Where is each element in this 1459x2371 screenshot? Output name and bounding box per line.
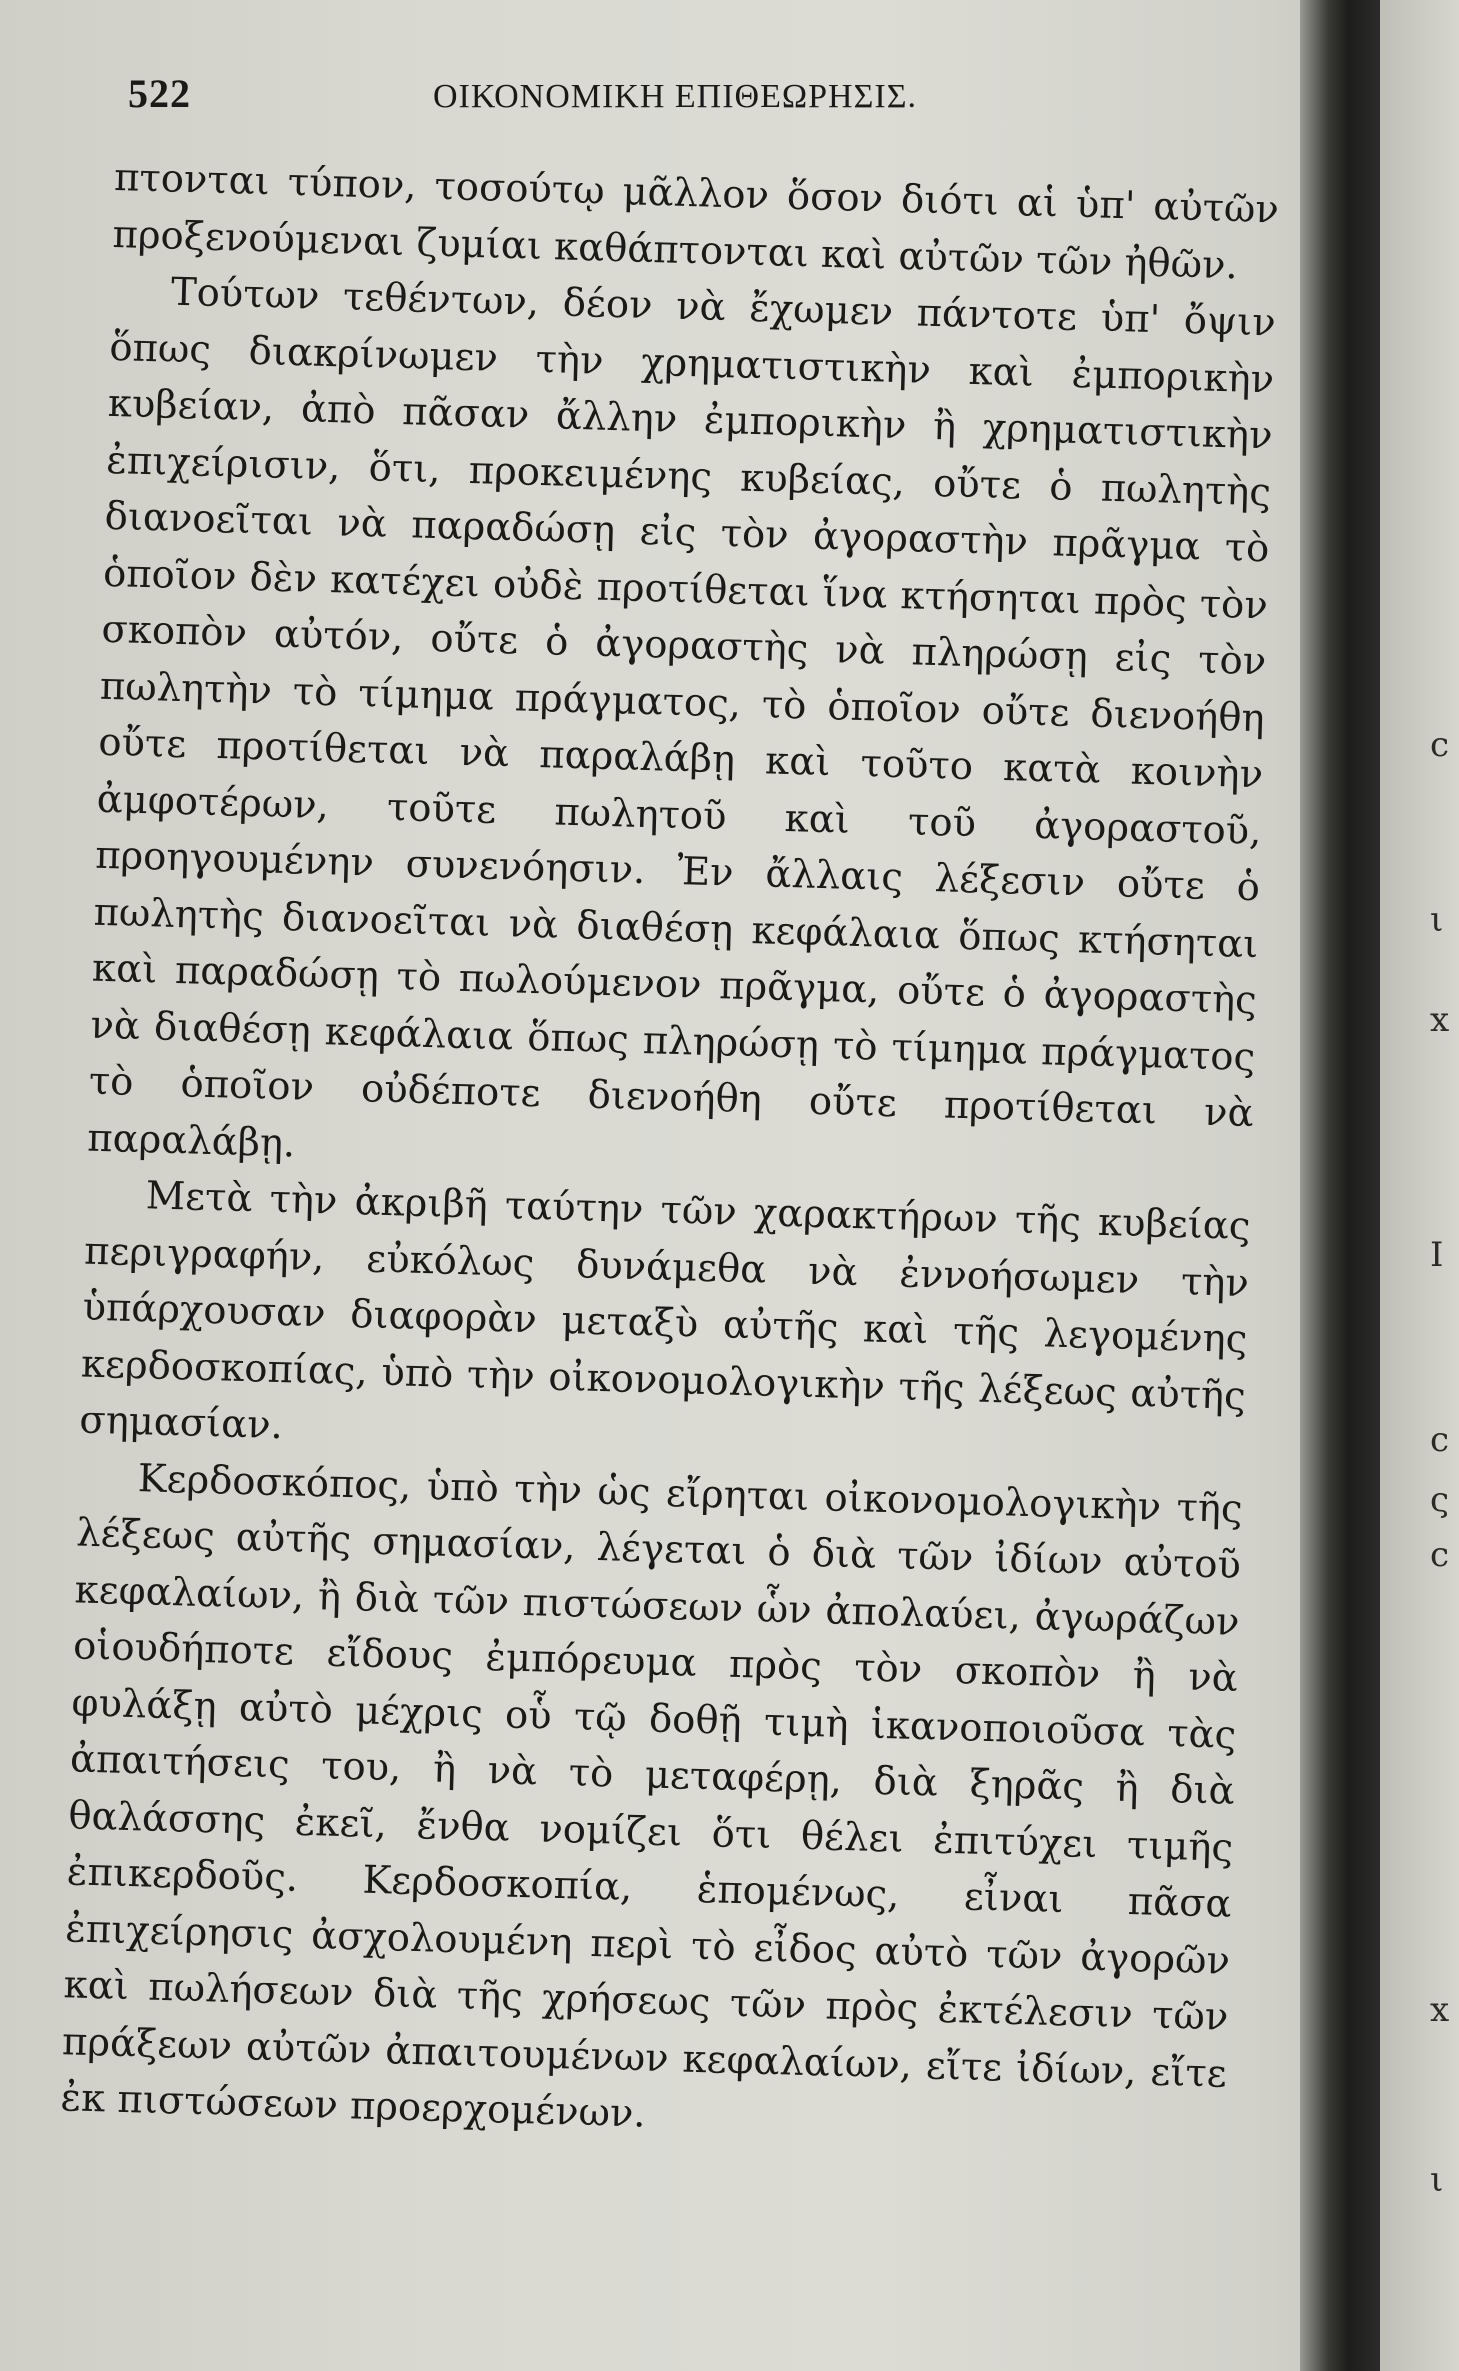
edge-glyph: Ι	[1430, 1235, 1444, 1275]
running-title: ΟΙΚΟΝΟΜΙΚΗ ΕΠΙΘΕΩΡΗΣΙΣ.	[433, 78, 918, 115]
paragraph: Μετὰ τὴν ἀκριβῆ ταύτην τῶν χαρακτήρων τῆς κυβείας περιγραφήν, εὐκόλως δυνάμεθα νὰ ἐννοήσωμεν τὴν ὑπάρχουσαν διαφορὰν μεταξὺ αὐτῆς καὶ τῆς λεγομένης κερδοσκοπίας, ὑπὸ τὴν οἰκονομολογικὴν τῆς λέξεως αὐτῆς σημασίαν.	[78, 1173, 1252, 1449]
edge-glyph: c	[1430, 1535, 1450, 1575]
edge-glyph: c	[1430, 1420, 1450, 1460]
paragraph: Τούτων τεθέντων, δέον νὰ ἔχωμεν πάντοτε ὑπ' ὄψιν ὅπως διακρίνωμεν τὴν χρηματιστικὴν καὶ ἐμπορικὴν κυβείαν, ἀπὸ πᾶσαν ἄλλην ἐμπορικὴν ἢ χρηματιστικὴν ἐπιχείρισιν, ὅτι, προκειμένης κυβείας, οὔτε ὁ πωλητὴς διανοεῖται νὰ παραδώσῃ εἰς τὸν ἀγοραστὴν πρᾶγμα τὸ ὁποῖον δὲν κατέχει οὐδὲ προτίθεται ἵνα κτήσηται πρὸς τὸν σκοπὸν αὐτόν, οὔτε ὁ ἀγοραστὴς νὰ πληρώσῃ εἰς τὸν πωλητὴν τὸ τίμημα πράγματος, τὸ ὁποῖον οὔτε διενοήθη οὔτε προτίθεται νὰ παραλάβῃ καὶ τοῦτο κατὰ κοινὴν ἀμφοτέρων, τοῦτε πωλητοῦ καὶ τοῦ ἀγοραστοῦ, προηγουμένην συνενόησιν. Ἐν ἄλλαις λέξεσιν οὔτε ὁ πωλητὴς διανοεῖται νὰ διαθέσῃ κεφάλαια ὅπως κτήσηται καὶ παραδώσῃ τὸ πωλούμενον πρᾶγμα, οὔτε ὁ ἀγοραστὴς νὰ διαθέσῃ κεφάλαια ὅπως πληρώσῃ τὸ τίμημα πράγματος τὸ ὁποῖον οὐδέποτε διενοήθη οὔτε προτίθεται νὰ παραλάβῃ.	[86, 269, 1277, 1166]
page-number: 522	[128, 71, 191, 116]
edge-glyph: x	[1430, 1000, 1450, 1040]
edge-glyph: c	[1430, 725, 1450, 765]
edge-glyph: ς	[1430, 1480, 1450, 1520]
book-gutter-shadow	[1300, 0, 1380, 2371]
paragraph: Κερδοσκόπος, ὑπὸ τὴν ὡς εἴρηται οἰκονομολογικὴν τῆς λέξεως αὐτῆς σημασίαν, λέγεται ὁ διὰ τῶν ἰδίων αὐτοῦ κεφαλαίων, ἢ διὰ τῶν πιστώσεων ὧν ἀπολαύει, ἀγωράζων οἱουδήποτε εἴδους ἐμπόρευμα πρὸς τὸν σκοπὸν ἢ νὰ φυλάξῃ αὐτὸ μέχρις οὗ τῷ δοθῇ τιμὴ ἱκανοποιοῦσα τὰς ἀπαιτήσεις του, ἢ νὰ τὸ μεταφέρῃ, διὰ ξηρᾶς ἢ διὰ θαλάσσης ἐκεῖ, ἔνθα νομίζει ὅτι θέλει ἐπιτύχει τιμῆς ἐπικερδοῦς. Κερδοσκοπία, ἑπομένως, εἶναι πᾶσα ἐπιχείρησις ἀσχολουμένη περὶ τὸ εἶδος αὐτὸ τῶν ἀγορῶν καὶ πωλήσεων διὰ τῆς χρήσεως τῶν πρὸς ἐκτέλεσιν τῶν πράξεων αὐτῶν ἀπαιτουμένων κεφαλαίων, εἴτε ἰδίων, εἴτε ἐκ πιστώσεων προερχομένων.	[59, 1455, 1244, 2137]
paragraph-continuation: πτονται τύπον, τοσούτῳ μᾶλλον ὅσον διότι αἱ ὑπ' αὐτῶν προξενούμεναι ζυμίαι καθάπτονται καὶ αὐτῶν τῶν ἠθῶν.	[112, 154, 1280, 288]
edge-glyph: ι	[1430, 2160, 1444, 2200]
edge-glyph: x	[1430, 1990, 1450, 2030]
edge-glyph: ι	[1430, 900, 1444, 940]
body-text	[60, 150, 1280, 2159]
page-header	[128, 70, 1288, 150]
